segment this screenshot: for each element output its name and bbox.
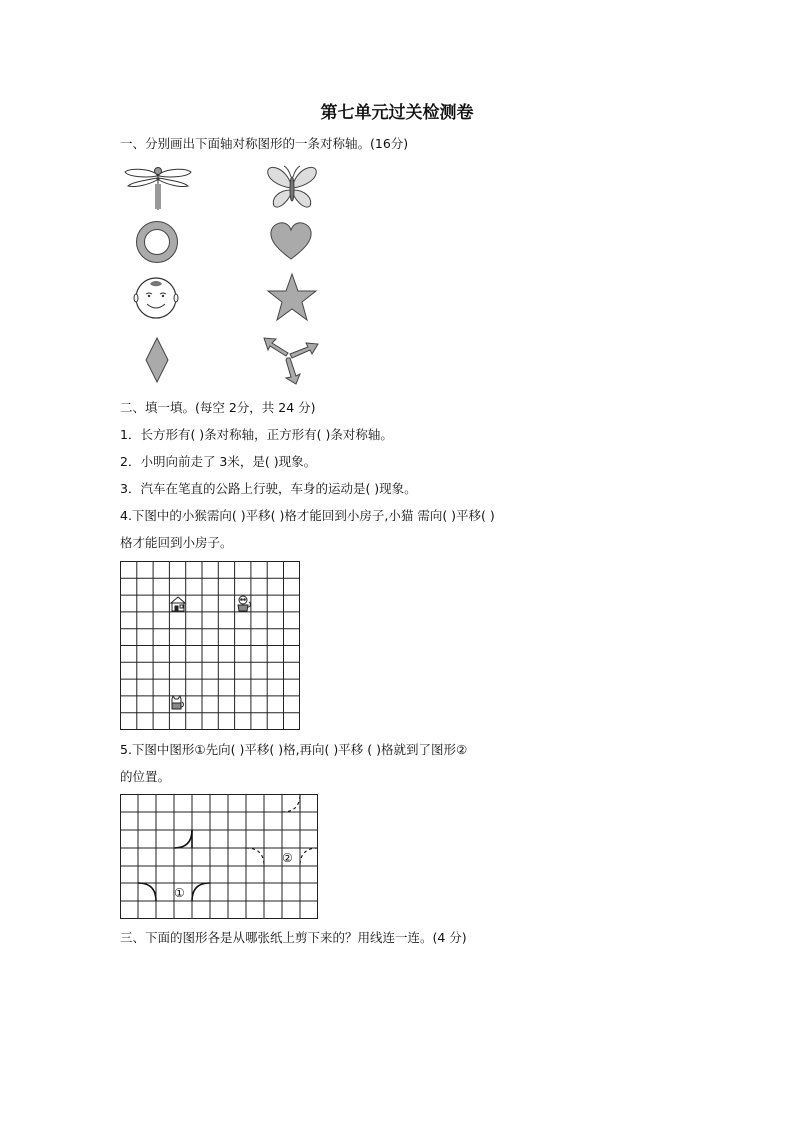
question-2: 2．小明向前走了 3米，是( )现象。 <box>120 454 317 469</box>
heart-icon <box>268 220 314 262</box>
house-icon <box>171 597 185 611</box>
question-4-line1: 4.下图中的小猴需向( )平移( )格才能回到小房子,小猫 需向( )平移( ) <box>120 508 495 523</box>
question-5-line2: 的位置。 <box>120 769 171 784</box>
face-icon <box>132 275 180 321</box>
star-icon <box>265 272 319 324</box>
dragonfly-icon <box>122 164 194 214</box>
shape-1-label: ① <box>174 886 185 900</box>
question-1: 1．长方形有( )条对称轴，正方形有( )条对称轴。 <box>120 427 393 442</box>
question-4-line2: 格才能回到小房子。 <box>120 535 233 550</box>
butterfly-icon <box>265 164 319 212</box>
question-5-line1: 5.下图中图形①先向( )平移( )格,再向( )平移 ( )格就到了图形② <box>120 742 468 757</box>
section3-heading: 三、下面的图形各是从哪张纸上剪下来的？用线连一连。(4 分) <box>120 930 467 945</box>
page-title: 第七单元过关检测卷 <box>320 103 474 123</box>
arrows-icon <box>262 334 320 386</box>
shape-2-label: ② <box>282 851 293 865</box>
section1-heading: 一、分别画出下面轴对称图形的一条对称轴。(16分) <box>120 136 409 151</box>
monkey-icon <box>238 596 250 611</box>
diamond-icon <box>144 336 170 384</box>
section2-heading: 二、填一填。(每空 2分，共 24 分) <box>120 400 316 415</box>
ring-icon <box>134 220 180 264</box>
cat-icon <box>172 696 183 709</box>
question-4-grid <box>120 561 301 731</box>
question-3: 3．汽车在笔直的公路上行驶，车身的运动是( )现象。 <box>120 481 417 496</box>
